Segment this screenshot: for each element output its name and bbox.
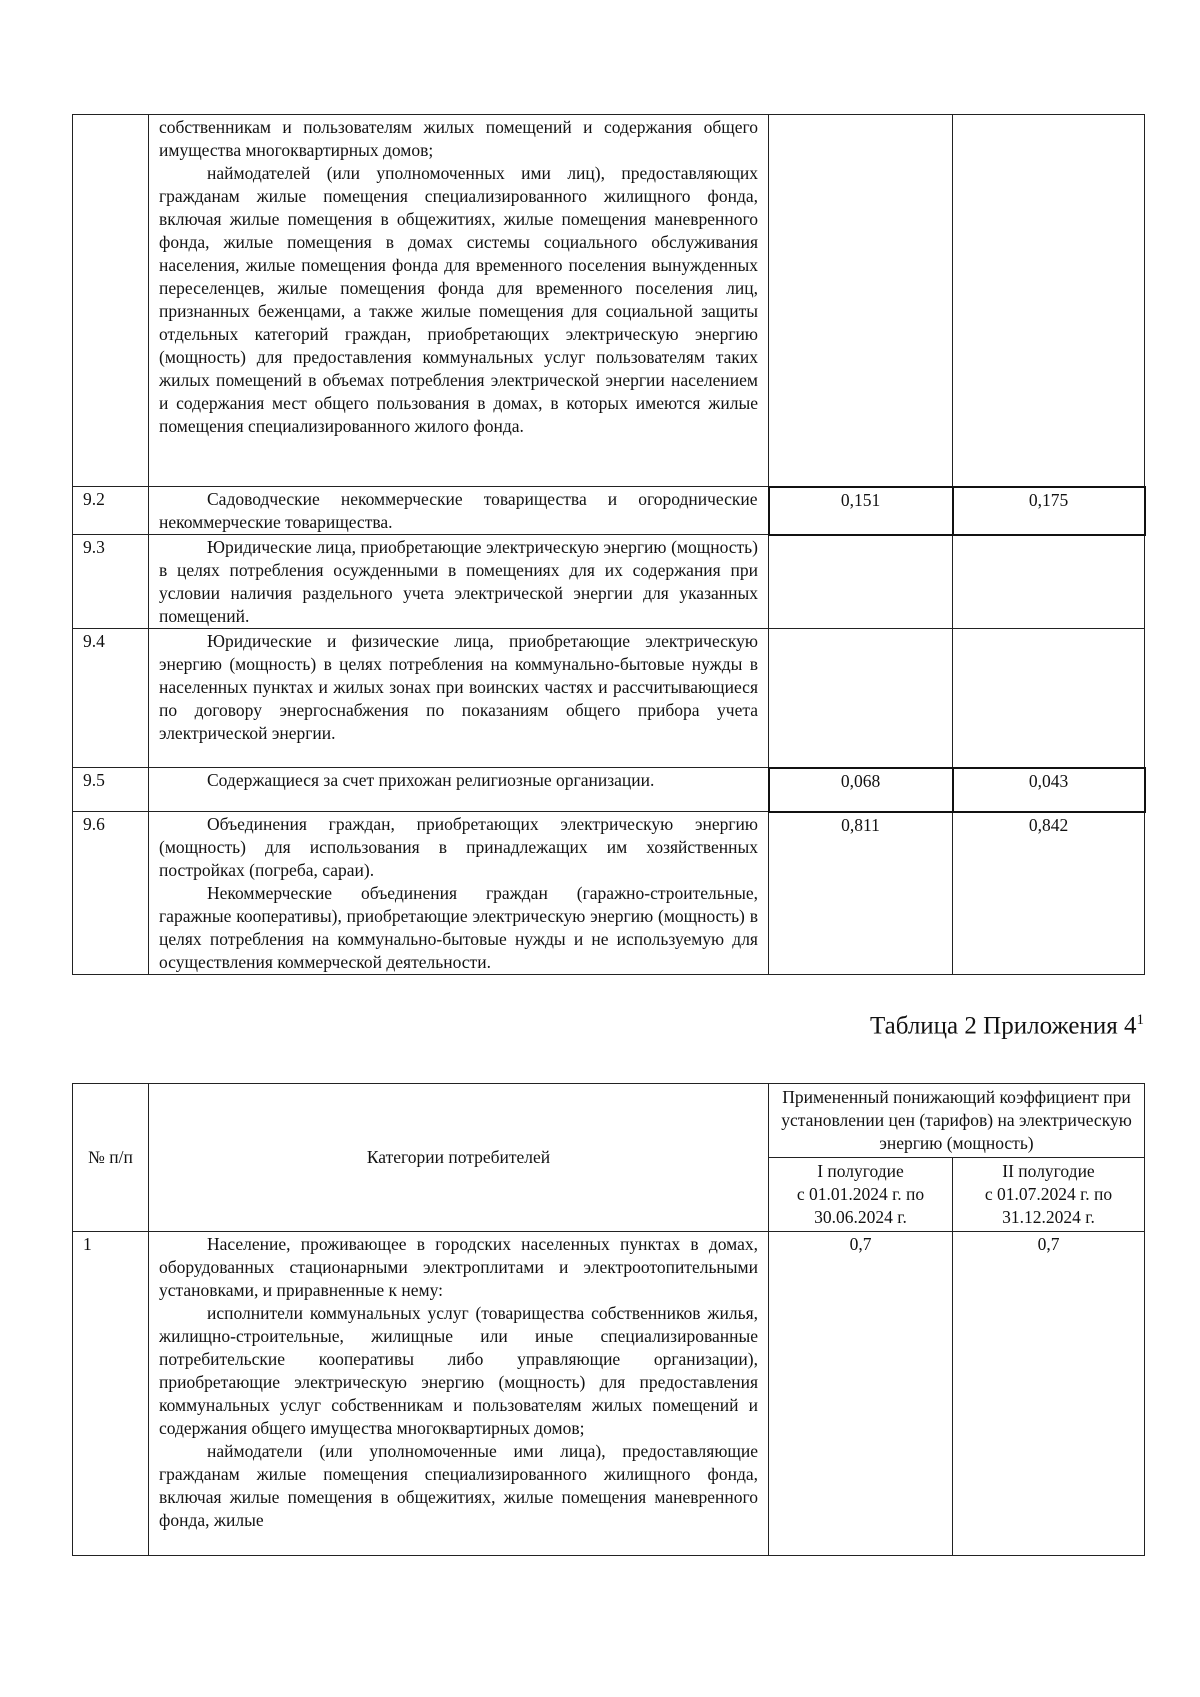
- value-h1: [769, 115, 953, 487]
- paragraph: наймодатели (или уполномоченные ими лица), предоставляющие гражданам жилые помещения специализированного жилищного фонда, включая жилые помещения в общежитиях, жилые помещения маневренного фонда, жилые: [159, 1441, 758, 1530]
- header-h1-period: с 01.01.2024 г. по 30.06.2024 г.: [796, 1184, 925, 1227]
- paragraph: Юридические и физические лица, приобретающие электрическую энергию (мощность) в целях потребления на коммунально-бытовые нужды в населенных пунктах и жилых зонах при воинских частях и рассчитывающиеся по договору энергоснабжения по показаниям общего прибора учета электрической энергии.: [159, 631, 758, 743]
- header-h1-title: I полугодие: [817, 1161, 904, 1181]
- paragraph: Содержащиеся за счет прихожан религиозные организации.: [207, 770, 655, 790]
- header-h2-title: II полугодие: [1002, 1161, 1095, 1181]
- row-description: [149, 115, 769, 487]
- caption-text: Таблица 2 Приложения 4: [869, 1012, 1137, 1040]
- row-number: 1: [73, 1232, 149, 1556]
- row-description: [149, 487, 769, 535]
- table-caption: [870, 1012, 1144, 1040]
- value-h1: 0,151: [769, 487, 953, 535]
- row-number: 9.2: [73, 487, 149, 535]
- value-h1: 0,7: [769, 1232, 953, 1556]
- row-number: 9.5: [73, 768, 149, 812]
- header-h1: [769, 1158, 953, 1232]
- value-h2: 0,043: [953, 768, 1145, 812]
- header-category: Категории потребителей: [149, 1084, 769, 1232]
- row-description: [149, 629, 769, 768]
- paragraph: Население, проживающее в городских населенных пунктах в домах, оборудованных стационарными электроплитами и электроотопительными установками, и приравненные к нему:: [159, 1234, 758, 1300]
- value-h2: [953, 629, 1145, 768]
- paragraph: наймодателей (или уполномоченных ими лиц), предоставляющих гражданам жилые помещения специализированного жилищного фонда, включая жилые помещения в общежитиях, жилые помещения маневренного фонда, жилые помещения в домах системы социального обслуживания населения, жилые помещения фонда для временного поселения вынужденных переселенцев, жилые помещения фонда для временного поселения лиц, признанных беженцами, а также жилые помещения для социальной защиты отдельных категорий граждан, приобретающих электрическую энергию (мощность) для предоставления коммунальных услуг пользователям таких жилых помещений в объемах потребления электрической энергии населением и содержания мест общего пользования в домах, в которых имеются жилые помещения специализированного жилого фонда.: [159, 163, 758, 436]
- value-h1: 0,811: [769, 812, 953, 975]
- header-h2-period: с 01.07.2024 г. по 31.12.2024 г.: [984, 1184, 1113, 1227]
- value-h1: 0,068: [769, 768, 953, 812]
- row-number: 9.6: [73, 812, 149, 975]
- header-row: [73, 1084, 1145, 1158]
- header-coefficient: Примененный понижающий коэффициент при установлении цен (тарифов) на электрическую энергию (мощность): [769, 1084, 1145, 1158]
- paragraph: Садоводческие некоммерческие товарищества и огороднические некоммерческие товарищества.: [159, 489, 758, 532]
- table-1: [72, 114, 1146, 975]
- value-h2: 0,7: [953, 1232, 1145, 1556]
- caption-superscript: 1: [1136, 1012, 1144, 1028]
- row-number: 9.4: [73, 629, 149, 768]
- row-number: [73, 115, 149, 487]
- table-row: [73, 115, 1145, 487]
- table-row: [73, 535, 1145, 629]
- row-description: [149, 812, 769, 975]
- table-row: [73, 487, 1145, 535]
- value-h2: 0,175: [953, 487, 1145, 535]
- value-h2: [953, 115, 1145, 487]
- table-row: [73, 812, 1145, 975]
- row-description: [149, 768, 769, 812]
- value-h2: [953, 535, 1145, 629]
- paragraph: Некоммерческие объединения граждан (гаражно-строительные, гаражные кооперативы), приобретающие электрическую энергию (мощность) в целях потребления на коммунально-бытовые нужды и не используемую для осуществления коммерческой деятельности.: [159, 883, 758, 972]
- table-row: [73, 768, 1145, 812]
- paragraph: исполнители коммунальных услуг (товарищества собственников жилья, жилищно-строительные, жилищные или иные специализированные потребительские кооперативы либо управляющие организации), приобретающие электрическую энергию (мощность) для предоставления коммунальных услуг собственникам и пользователям жилых помещений и содержания общего имущества многоквартирных домов;: [159, 1303, 758, 1438]
- paragraph: Юридические лица, приобретающие электрическую энергию (мощность) в целях потребления осужденными в помещениях для их содержания при условии наличия раздельного учета электрической энергии для указанных помещений.: [159, 537, 758, 626]
- header-h2: [953, 1158, 1145, 1232]
- table-row: [73, 1232, 1145, 1556]
- paragraph: Объединения граждан, приобретающих электрическую энергию (мощность) для использования в принадлежащих им хозяйственных постройках (погреба, сараи).: [159, 814, 758, 880]
- table-row: [73, 629, 1145, 768]
- row-description: [149, 535, 769, 629]
- value-h1: [769, 629, 953, 768]
- row-number: 9.3: [73, 535, 149, 629]
- table-2: [72, 1083, 1145, 1556]
- value-h2: 0,842: [953, 812, 1145, 975]
- row-description: [149, 1232, 769, 1556]
- header-num: № п/п: [73, 1084, 149, 1232]
- value-h1: [769, 535, 953, 629]
- paragraph: собственникам и пользователям жилых помещений и содержания общего имущества многоквартирных домов;: [159, 117, 758, 160]
